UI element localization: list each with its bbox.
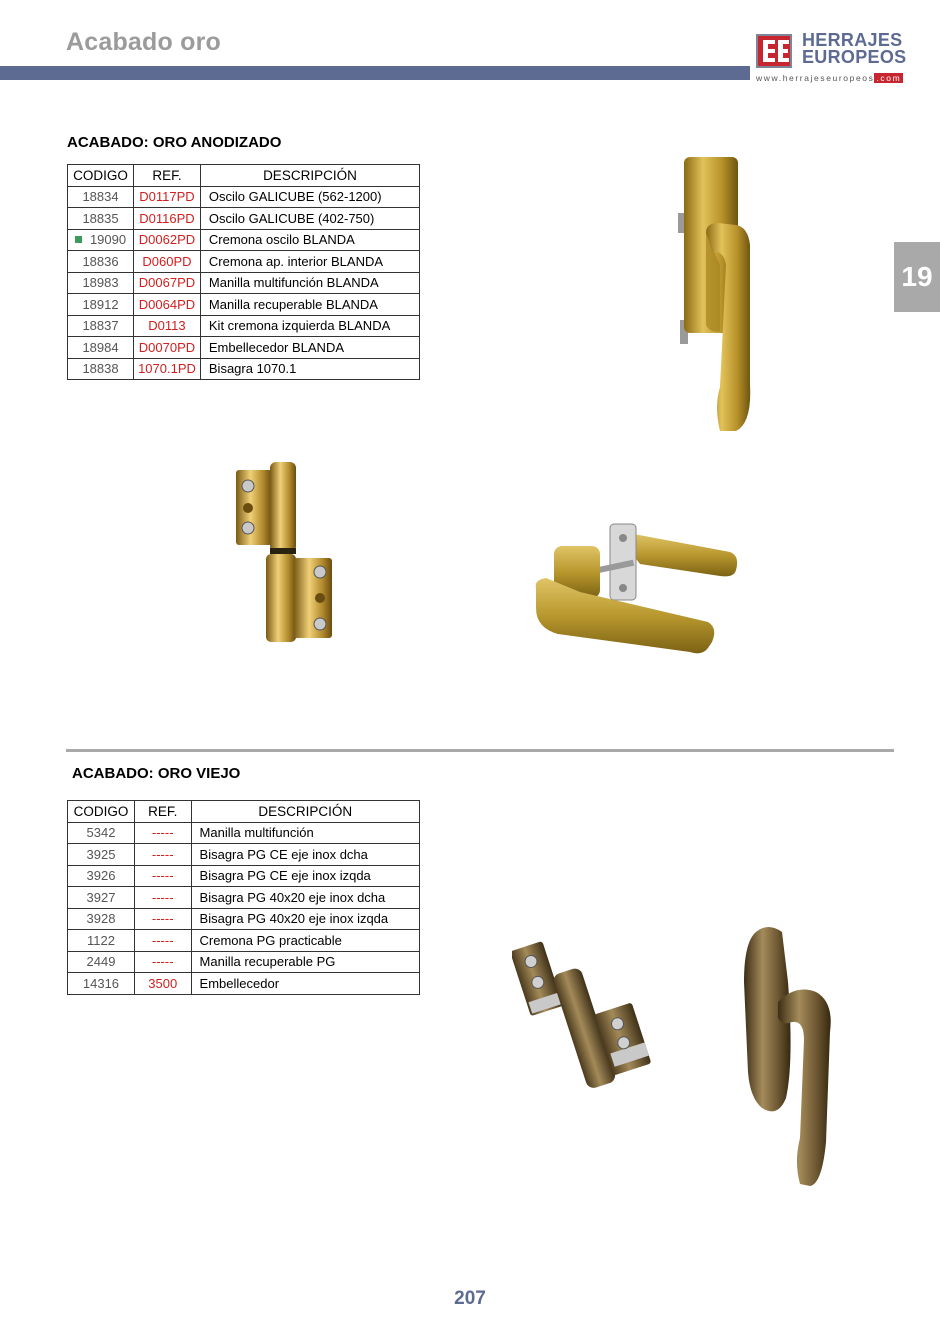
description-cell: Bisagra PG CE eje inox dcha (191, 844, 419, 866)
description-cell: Cremona PG practicable (191, 930, 419, 952)
section-title-oro-anodizado: ACABADO: ORO ANODIZADO (67, 134, 282, 151)
codigo-cell: 18983 (68, 272, 134, 294)
codigo-cell: 18838 (68, 358, 134, 380)
description-cell: Cremona oscilo BLANDA (200, 229, 419, 251)
description-cell: Bisagra PG 40x20 eje inox izqda (191, 908, 419, 930)
logo-line-2: EUROPEOS (802, 47, 907, 67)
ref-cell: 3500 (134, 973, 191, 995)
ref-cell: D0113 (134, 315, 201, 337)
table-row (68, 930, 420, 952)
logo-url (756, 73, 903, 83)
logo-url-suffix: .com (876, 73, 902, 83)
description-cell: Cremona ap. interior BLANDA (200, 251, 419, 273)
gold-lever-handle-image (530, 518, 745, 670)
description-cell: Bisagra PG 40x20 eje inox dcha (191, 887, 419, 909)
codigo-cell: 5342 (68, 822, 135, 844)
ref-cell: D0070PD (134, 337, 201, 359)
table-row (68, 865, 420, 887)
product-table-oro-anodizado (67, 164, 420, 380)
codigo-cell: 3928 (68, 908, 135, 930)
ref-cell: ----- (134, 865, 191, 887)
ref-cell: ----- (134, 930, 191, 952)
ref-cell: D060PD (134, 251, 201, 273)
page-title: Acabado oro (66, 28, 221, 56)
description-cell: Manilla recuperable PG (191, 951, 419, 973)
table-row (68, 294, 420, 316)
ref-cell: ----- (134, 822, 191, 844)
description-cell: Manilla recuperable BLANDA (200, 294, 419, 316)
table-row (68, 229, 420, 251)
table-row (68, 208, 420, 230)
ref-cell: D0064PD (134, 294, 201, 316)
table-row (68, 337, 420, 359)
table-row (68, 887, 420, 909)
logo-url-text: www.herrajeseuropeos (756, 73, 875, 83)
table-row (68, 358, 420, 380)
codigo-cell: 14316 (68, 973, 135, 995)
table-header-row (68, 165, 420, 187)
chapter-tab: 19 (894, 242, 940, 312)
column-header-descripcion: DESCRIPCIÓN (200, 165, 419, 187)
ref-cell: ----- (134, 887, 191, 909)
table-row (68, 251, 420, 273)
codigo-cell: 3927 (68, 887, 135, 909)
codigo-cell: 3925 (68, 844, 135, 866)
section-title-oro-viejo: ACABADO: ORO VIEJO (72, 765, 241, 782)
ref-cell: D0062PD (134, 229, 201, 251)
description-cell: Manilla multifunción (191, 822, 419, 844)
codigo-cell: 18912 (68, 294, 134, 316)
table-row (68, 973, 420, 995)
description-cell: Bisagra PG CE eje inox izqda (191, 865, 419, 887)
logo-mark-icon (756, 34, 792, 68)
codigo-cell: 18837 (68, 315, 134, 337)
column-header-codigo: CODIGO (68, 801, 135, 823)
table-header-row (68, 801, 420, 823)
description-cell: Embellecedor BLANDA (200, 337, 419, 359)
table-row (68, 844, 420, 866)
description-cell: Embellecedor (191, 973, 419, 995)
codigo-value: 19090 (89, 232, 127, 248)
gold-hinge-image (228, 460, 338, 645)
ref-cell: 1070.1PD (134, 358, 201, 380)
ref-cell: D0117PD (134, 186, 201, 208)
ref-cell: D0116PD (134, 208, 201, 230)
ref-cell: D0067PD (134, 272, 201, 294)
old-gold-hinge-image (512, 925, 677, 1095)
codigo-cell: 2449 (68, 951, 135, 973)
codigo-cell: 3926 (68, 865, 135, 887)
description-cell: Oscilo GALICUBE (402-750) (200, 208, 419, 230)
description-cell: Oscilo GALICUBE (562-1200) (200, 186, 419, 208)
table-row (68, 822, 420, 844)
table-row (68, 186, 420, 208)
table-row (68, 272, 420, 294)
table-row (68, 908, 420, 930)
table-row (68, 951, 420, 973)
codigo-cell (68, 229, 134, 251)
codigo-cell: 18835 (68, 208, 134, 230)
codigo-cell: 18984 (68, 337, 134, 359)
ref-cell: ----- (134, 908, 191, 930)
table-row (68, 315, 420, 337)
product-table-oro-viejo (67, 800, 420, 995)
description-cell: Bisagra 1070.1 (200, 358, 419, 380)
header-bar (0, 66, 750, 80)
logo-wordmark (802, 32, 906, 66)
description-cell: Manilla multifunción BLANDA (200, 272, 419, 294)
codigo-cell: 1122 (68, 930, 135, 952)
brand-logo (756, 30, 907, 84)
section-divider (66, 749, 894, 752)
codigo-cell: 18836 (68, 251, 134, 273)
column-header-ref: REF. (134, 165, 201, 187)
ref-cell: ----- (134, 951, 191, 973)
logo-line-1: HERRAJES (802, 30, 903, 50)
ref-cell: ----- (134, 844, 191, 866)
old-gold-window-handle-image (738, 922, 838, 1190)
column-header-codigo: CODIGO (68, 165, 134, 187)
column-header-descripcion: DESCRIPCIÓN (191, 801, 419, 823)
new-item-marker-icon (75, 236, 82, 243)
page-number: 207 (454, 1288, 486, 1309)
column-header-ref: REF. (134, 801, 191, 823)
gold-window-handle-image (676, 155, 776, 435)
codigo-cell: 18834 (68, 186, 134, 208)
description-cell: Kit cremona izquierda BLANDA (200, 315, 419, 337)
